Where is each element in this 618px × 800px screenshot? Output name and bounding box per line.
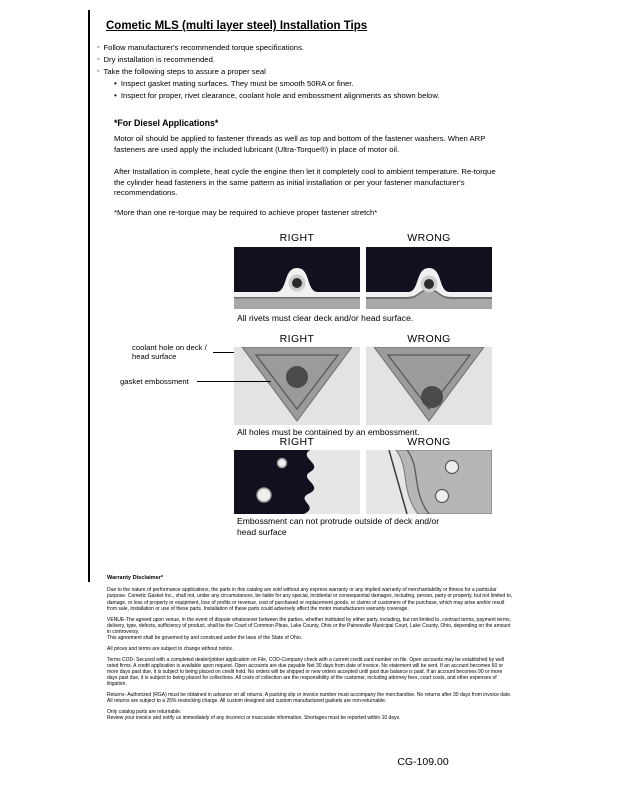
- disclaimer-paragraph: Terms COD- Secured with a completed dealer/jobber application on File, COD-Company check with a current credit card number on file. Open accounts may be established by well rated firms. A credit application is available upon request. Open accounts are due payable Net 30 days from date of invoice. No statement will be sent. If an account becomes 60 or more days past due, it is subject to being placed on credit hold. No orders will be shipped or new orders accepted until past due balance is paid. If an account becomes 90 or more days past due, it is subject to being placed for collections. All costs of collection are the responsibility of the customer, including attorney fees, court costs, and other expenses of litigation.: [107, 656, 505, 688]
- embossment-outside-deck-diagram: [366, 450, 492, 514]
- hole-not-contained-diagram: [366, 347, 492, 425]
- rivet-touching-diagram: [366, 247, 492, 309]
- tips-list: [97, 43, 541, 103]
- wrong-column-header: WRONG: [407, 232, 451, 244]
- disclaimer-paragraph: Review your invoice and notify us immediately of any incorrect or inaccurate information. Shortages must be reported within 10 days.: [107, 715, 401, 722]
- embossment-caption: All holes must be contained by an embossment.: [237, 427, 420, 437]
- coolant-hole-label: coolant hole on deck / head surface: [132, 343, 207, 361]
- hole-contained-diagram: [234, 347, 360, 425]
- right-column-header: RIGHT: [279, 436, 315, 448]
- tip-text: Take the following steps to assure a proper seal: [103, 67, 266, 76]
- filled-bullet-icon: •: [114, 79, 117, 88]
- diagram-embossment-right-image: [234, 347, 360, 425]
- diagram-rivet-right-image: [234, 247, 360, 309]
- filled-bullet-icon: •: [114, 91, 117, 100]
- right-column-header: RIGHT: [279, 232, 315, 244]
- list-item: [97, 55, 541, 65]
- warranty-disclaimer: [107, 575, 514, 726]
- disclaimer-paragraph: VENUE-The agreed upon venue, in the event of dispute whatsoever between the parties, whether instituted by either party, including, but not limited to, contract terms, payment terms, delivery, type, defects, sufficiency of product, shall be the Court of Common Pleas, Lake County, Ohio or the Painesville Municipal Court, Lake County, Ohio, depending on the amount in controversy.: [107, 616, 512, 635]
- diagram-protrusion-wrong-image: [366, 450, 492, 514]
- disclaimer-paragraph: All prices and terms are subject to change without notice.: [107, 645, 234, 652]
- retorque-note: *More than one re-torque may be required to achieve proper fastener stretch*: [114, 208, 378, 217]
- diesel-paragraph: Motor oil should be applied to fastener threads as well as top and bottom of the fastener washers. When ARP fasteners are used apply the included lubricant (Ultra-Torque®) in place of motor oil.: [114, 134, 486, 154]
- open-bullet-icon: ◦: [97, 56, 100, 63]
- wrong-column-header: WRONG: [407, 333, 451, 345]
- page-number: CG-109.00: [397, 756, 449, 768]
- diagram-rivet-wrong-image: [366, 247, 492, 309]
- rivet-clear-diagram: [234, 247, 360, 309]
- diagram-embossment-wrong-image: [366, 347, 492, 425]
- protrusion-caption: Embossment can not protrude outside of deck and/or head surface: [237, 516, 440, 537]
- tip-text: Inspect for proper, rivet clearance, coolant hole and embossment alignments as shown below.: [120, 91, 440, 100]
- disclaimer-paragraph: This agreement shall be governed by and construed under the laws of the State of Ohio.: [107, 635, 303, 642]
- tip-text: Dry installation is recommended.: [103, 55, 215, 64]
- list-sub-item: [114, 91, 541, 101]
- tip-text: Follow manufacturer's recommended torque specifications.: [103, 43, 305, 52]
- disclaimer-paragraph: Due to the nature of performance applications, the parts in this catalog are sold without any express warranty or any implied warranty of merchantability or fitness for a particular purpose. Cometic Gasket Inc., shall not, under any circumstances, be liable for any special, incidental or consequential damages, including, person, party or property, but not limited to, damage, or loss of property or equipment, loss of profits or revenue, cost of purchased or replacement goods, or claims of customers of the purchase, which may arise and/or result from sale, installation or use of these parts. Installation of these parts could adversely affect the motor manufacturers warranty coverage.: [107, 587, 513, 612]
- list-sub-item: [114, 79, 541, 89]
- disclaimer-paragraph: Returns- Authorized (RGA) must be obtained in advance on all returns. A packing slip or invoice number must accompany the merchandise. No returns after 30 days from invoice date. All returns are subject to a 25% restocking charge. All custom designed and custom manufactured gaskets are non-returnable.: [107, 692, 512, 705]
- diagram-protrusion-right-image: [234, 450, 360, 514]
- embossment-pointer-line: [197, 381, 271, 382]
- gasket-embossment-label: gasket embossment: [120, 377, 189, 386]
- left-border-rule: [88, 10, 90, 582]
- rivet-caption: All rivets must clear deck and/or head surface.: [237, 313, 414, 323]
- tip-text: Inspect gasket mating surfaces. They must be smooth 50RA or finer.: [120, 79, 354, 88]
- right-column-header: RIGHT: [279, 333, 315, 345]
- wrong-column-header: WRONG: [407, 436, 451, 448]
- page-title: Cometic MLS (multi layer steel) Installation Tips: [106, 20, 368, 32]
- diesel-paragraph: After Installation is complete, heat cycle the engine then let it completely cool to ambient temperature. Re-torque the cylinder head fasteners in the same pattern as initial installation or per your fastener manufacturer's recommendations.: [114, 167, 496, 197]
- list-item: [97, 43, 541, 53]
- disclaimer-paragraph: Only catalog parts are returnable.: [107, 708, 182, 715]
- open-bullet-icon: ◦: [97, 44, 100, 51]
- disclaimer-heading: Warranty Disclaimer*: [107, 575, 164, 581]
- list-item: [97, 67, 541, 77]
- open-bullet-icon: ◦: [97, 68, 100, 75]
- diesel-section-heading: *For Diesel Applications*: [114, 118, 219, 128]
- embossment-inside-deck-diagram: [234, 450, 360, 514]
